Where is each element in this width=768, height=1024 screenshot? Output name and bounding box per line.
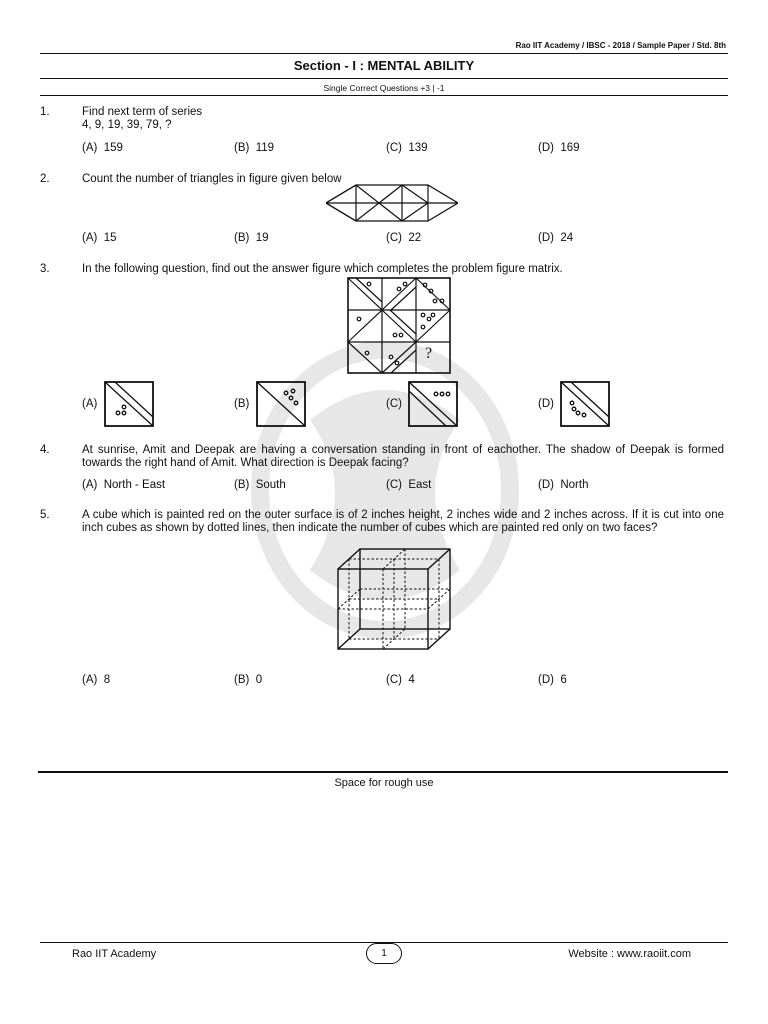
rough-divider: [38, 771, 728, 773]
option-d[interactable]: (D) North: [538, 479, 589, 491]
option-c[interactable]: (C) 139: [386, 142, 428, 154]
page-number: 1: [366, 943, 402, 964]
option-a[interactable]: (A) 8: [82, 674, 111, 686]
option-d[interactable]: (D): [538, 398, 554, 410]
problem-figure-matrix: [347, 277, 451, 374]
footer-website[interactable]: Website : www.raoiit.com: [568, 948, 691, 960]
section-divider: [40, 78, 728, 79]
question-number: 2.: [40, 173, 50, 185]
option-c[interactable]: (C) 22: [386, 232, 422, 244]
answer-figure-d[interactable]: [560, 381, 610, 427]
answer-figure-a[interactable]: [104, 381, 154, 427]
subtitle-divider: [40, 95, 728, 96]
section-title: Section - I : MENTAL ABILITY: [293, 58, 475, 73]
question-text: Count the number of triangles in figure given below: [82, 173, 342, 185]
option-b[interactable]: (B): [234, 398, 250, 410]
question-text: A cube which is painted red on the outer surface is of 2 inches height, 2 inches wide and 2 inches across. If it is cut into one inch cubes as shown by dotted lines, then indicate the number of cubes which are painted red only on two faces?: [82, 509, 724, 534]
rough-label: Space for rough use: [334, 777, 434, 789]
option-a[interactable]: (A) 159: [82, 142, 123, 154]
answer-figure-c[interactable]: [408, 381, 458, 427]
option-a[interactable]: (A) 15: [82, 232, 117, 244]
option-a[interactable]: (A): [82, 398, 98, 410]
answer-figure-b[interactable]: [256, 381, 306, 427]
option-c[interactable]: (C) East: [386, 479, 432, 491]
question-text: At sunrise, Amit and Deepak are having a conversation standing in front of eachother. The shadow of Deepak is formed towards the right hand of Amit. What direction is Deepak facing?: [82, 444, 724, 469]
option-b[interactable]: (B) 19: [234, 232, 269, 244]
option-c[interactable]: (C) 4: [386, 674, 415, 686]
running-title: Rao IIT Academy / IBSC - 2018 / Sample Paper / Std. 8th: [515, 41, 726, 50]
option-d[interactable]: (D) 169: [538, 142, 580, 154]
option-c[interactable]: (C): [386, 398, 402, 410]
triangles-figure: [326, 184, 458, 222]
option-b[interactable]: (B) 119: [234, 142, 275, 154]
option-a[interactable]: (A) North - East: [82, 479, 166, 491]
header-divider: [40, 53, 728, 54]
question-number: 3.: [40, 263, 50, 275]
question-number: 5.: [40, 509, 50, 521]
question-text: Find next term of series: [82, 106, 203, 118]
footer-academy: Rao IIT Academy: [72, 948, 157, 960]
option-b[interactable]: (B) South: [234, 479, 286, 491]
option-b[interactable]: (B) 0: [234, 674, 263, 686]
section-subtitle: Single Correct Questions +3 | -1: [323, 83, 445, 93]
option-d[interactable]: (D) 24: [538, 232, 574, 244]
cube-figure: [336, 547, 452, 652]
question-series: 4, 9, 19, 39, 79, ?: [82, 119, 172, 131]
question-text: In the following question, find out the answer figure which completes the problem figure matrix.: [82, 263, 563, 275]
question-number: 1.: [40, 106, 50, 118]
question-number: 4.: [40, 444, 50, 456]
option-d[interactable]: (D) 6: [538, 674, 567, 686]
matrix-missing-mark: ?: [425, 345, 433, 362]
